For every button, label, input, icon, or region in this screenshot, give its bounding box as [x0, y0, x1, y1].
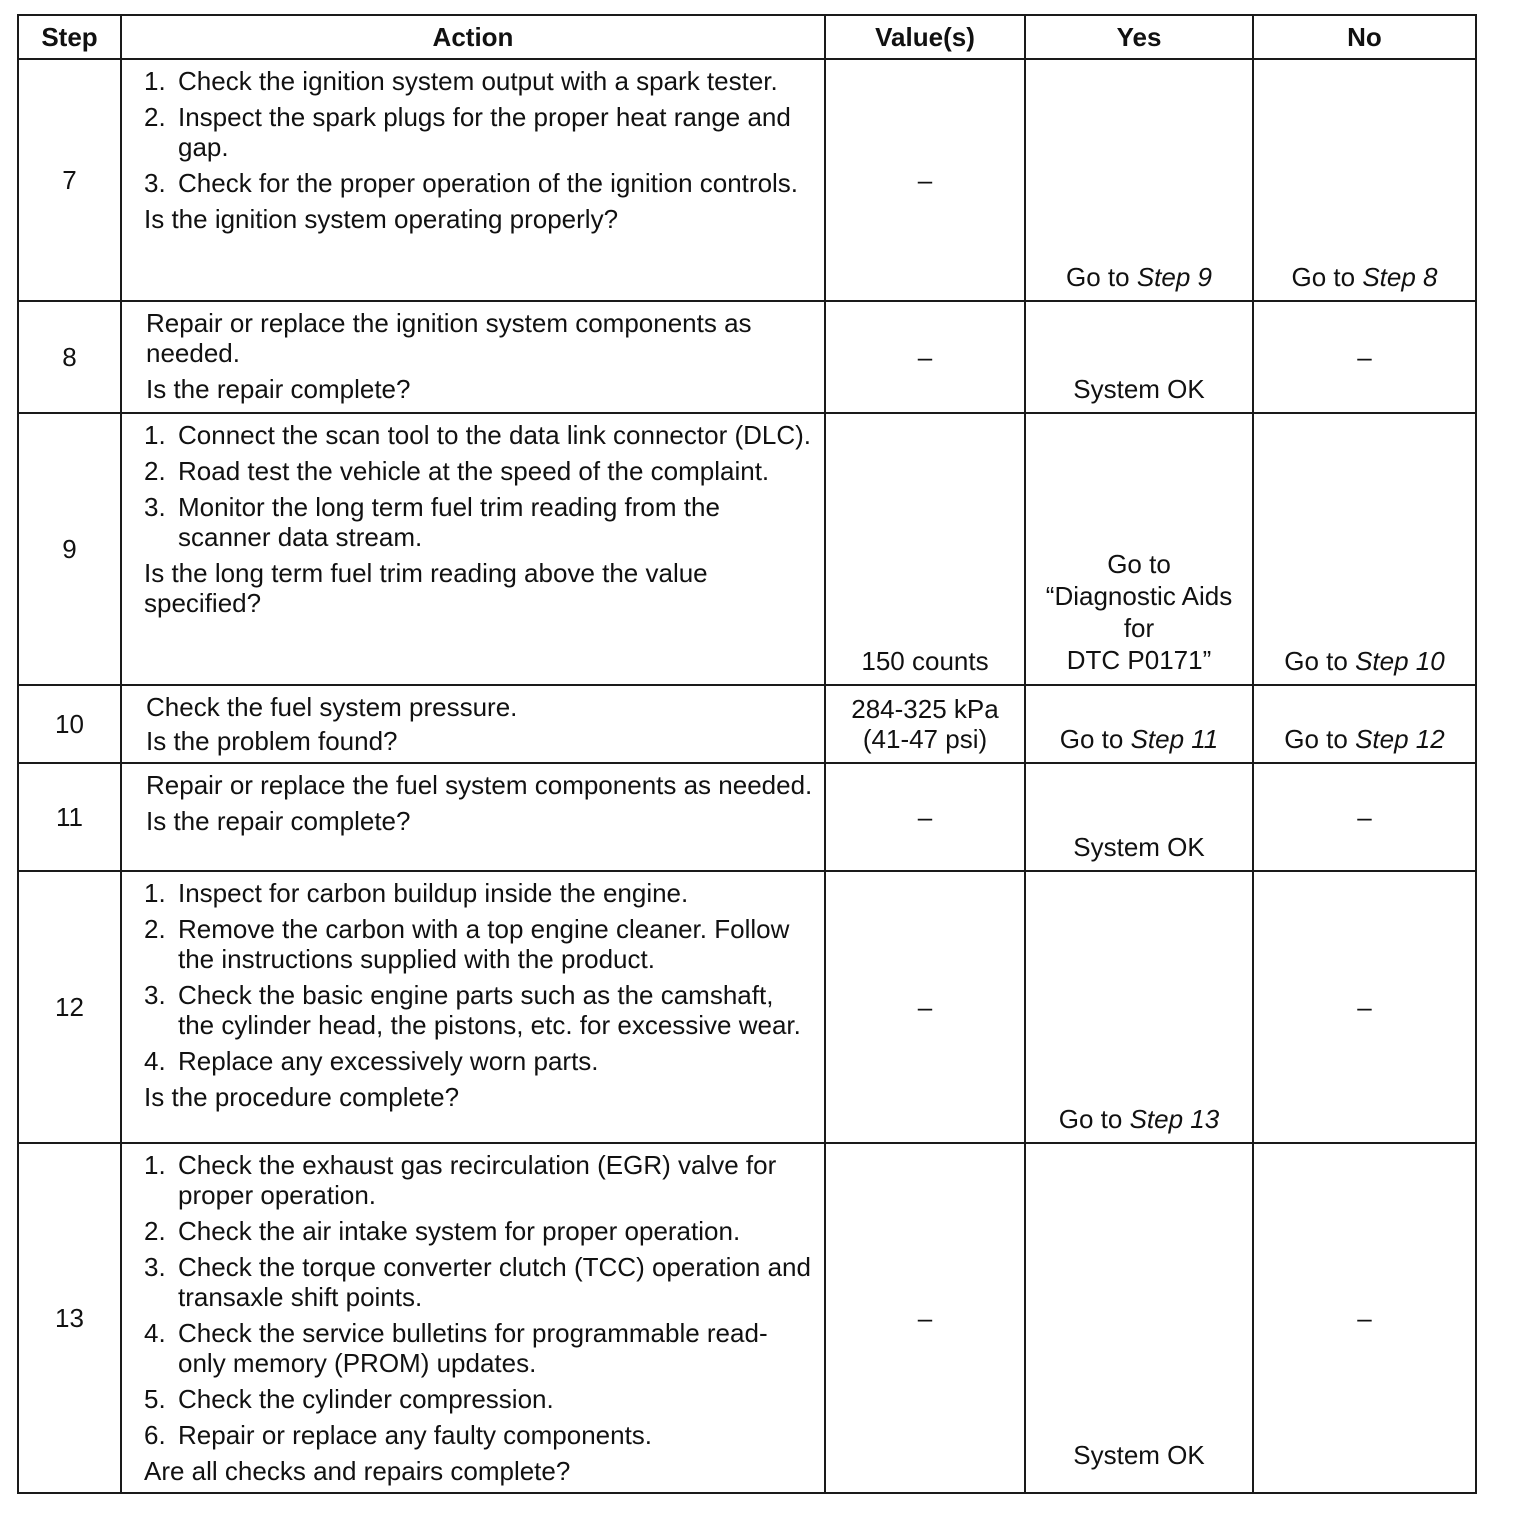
step-number: 11: [18, 763, 121, 871]
action-question: Is the long term fuel trim reading above the value specified?: [144, 558, 708, 618]
header-row: [18, 15, 1476, 59]
yes-cell: Go to “Diagnostic Aids for DTC P0171”: [1025, 413, 1253, 685]
list-item: 2. Remove the carbon with a top engine cleaner. Follow the instructions supplied with the product.: [144, 914, 790, 974]
value-cell: –: [825, 59, 1025, 301]
list-item: 3. Monitor the long term fuel trim reading from the scanner data stream.: [144, 492, 720, 552]
action-question: Is the ignition system operating properly?: [144, 204, 619, 234]
diagnostic-table: [17, 14, 1477, 1494]
header-step: Step: [18, 15, 121, 59]
step-link: Step 10: [1355, 646, 1445, 676]
action-cell: [121, 871, 825, 1143]
step-link: Step 12: [1355, 724, 1445, 754]
list-item: 3. Check for the proper operation of the ignition controls.: [144, 168, 799, 198]
action-cell: [121, 1143, 825, 1493]
value-cell: 150 counts: [825, 413, 1025, 685]
list-item: 1. Connect the scan tool to the data link connector (DLC).: [144, 420, 812, 450]
action-text: Repair or replace the ignition system components as needed.: [146, 308, 752, 368]
value-cell: –: [825, 301, 1025, 413]
list-item: 4. Check the service bulletins for programmable read-only memory (PROM) updates.: [144, 1318, 768, 1378]
step-link: Step 11: [1130, 724, 1219, 754]
action-list: [144, 420, 814, 552]
table-row: [18, 685, 1476, 763]
action-cell: [121, 413, 825, 685]
table-row: [18, 413, 1476, 685]
list-item: 3. Check the torque converter clutch (TCC) operation and transaxle shift points.: [144, 1252, 811, 1312]
list-item: 6. Repair or replace any faulty components.: [144, 1420, 653, 1450]
action-text: Check the fuel system pressure.: [146, 692, 518, 722]
list-item: 2. Inspect the spark plugs for the proper heat range and gap.: [144, 102, 791, 162]
list-item: 4. Replace any excessively worn parts.: [144, 1046, 599, 1076]
step-link: Step 9: [1136, 262, 1212, 292]
step-number: 7: [18, 59, 121, 301]
value-cell: –: [825, 871, 1025, 1143]
no-cell: Go to Step 12: [1253, 685, 1476, 763]
yes-cell: Go to Step 13: [1025, 871, 1253, 1143]
step-number: 8: [18, 301, 121, 413]
yes-cell: System OK: [1025, 1143, 1253, 1493]
table-row: [18, 59, 1476, 301]
action-list: [144, 1150, 814, 1450]
yes-cell: Go to Step 9: [1025, 59, 1253, 301]
value-cell: –: [825, 763, 1025, 871]
action-question: Is the repair complete?: [146, 806, 411, 836]
yes-cell: Go to Step 11: [1025, 685, 1253, 763]
list-item: 1. Check the ignition system output with a spark tester.: [144, 66, 778, 96]
action-text: Repair or replace the fuel system components as needed.: [146, 770, 813, 800]
step-number: 9: [18, 413, 121, 685]
table-row: [18, 763, 1476, 871]
no-cell: –: [1253, 763, 1476, 871]
step-number: 10: [18, 685, 121, 763]
action-list: [144, 66, 814, 198]
yes-cell: System OK: [1025, 763, 1253, 871]
no-cell: –: [1253, 871, 1476, 1143]
no-cell: –: [1253, 301, 1476, 413]
list-item: 1. Check the exhaust gas recirculation (EGR) valve for proper operation.: [144, 1150, 777, 1210]
list-item: 3. Check the basic engine parts such as the camshaft, the cylinder head, the pistons, etc. for excessive wear.: [144, 980, 801, 1040]
action-question: Is the procedure complete?: [144, 1082, 460, 1112]
action-list: [144, 878, 814, 1076]
list-item: 1. Inspect for carbon buildup inside the engine.: [144, 878, 689, 908]
header-no: No: [1253, 15, 1476, 59]
list-item: 2. Road test the vehicle at the speed of the complaint.: [144, 456, 770, 486]
list-item: 5. Check the cylinder compression.: [144, 1384, 554, 1414]
no-cell: Go to Step 10: [1253, 413, 1476, 685]
value-cell: 284-325 kPa (41-47 psi): [825, 685, 1025, 763]
action-cell: [121, 763, 825, 871]
header-action: Action: [121, 15, 825, 59]
step-link: Step 8: [1362, 262, 1438, 292]
action-cell: [121, 59, 825, 301]
action-question: Is the problem found?: [146, 726, 398, 756]
list-item: 2. Check the air intake system for proper operation.: [144, 1216, 741, 1246]
table-row: [18, 871, 1476, 1143]
step-link: Step 13: [1129, 1104, 1220, 1134]
step-number: 12: [18, 871, 121, 1143]
no-cell: –: [1253, 1143, 1476, 1493]
table-row: [18, 301, 1476, 413]
value-cell: –: [825, 1143, 1025, 1493]
table-row: [18, 1143, 1476, 1493]
yes-cell: System OK: [1025, 301, 1253, 413]
action-question: Is the repair complete?: [146, 374, 411, 404]
action-cell: [121, 301, 825, 413]
header-yes: Yes: [1025, 15, 1253, 59]
step-number: 13: [18, 1143, 121, 1493]
no-cell: Go to Step 8: [1253, 59, 1476, 301]
header-values: Value(s): [825, 15, 1025, 59]
action-cell: [121, 685, 825, 763]
action-question: Are all checks and repairs complete?: [144, 1456, 571, 1486]
